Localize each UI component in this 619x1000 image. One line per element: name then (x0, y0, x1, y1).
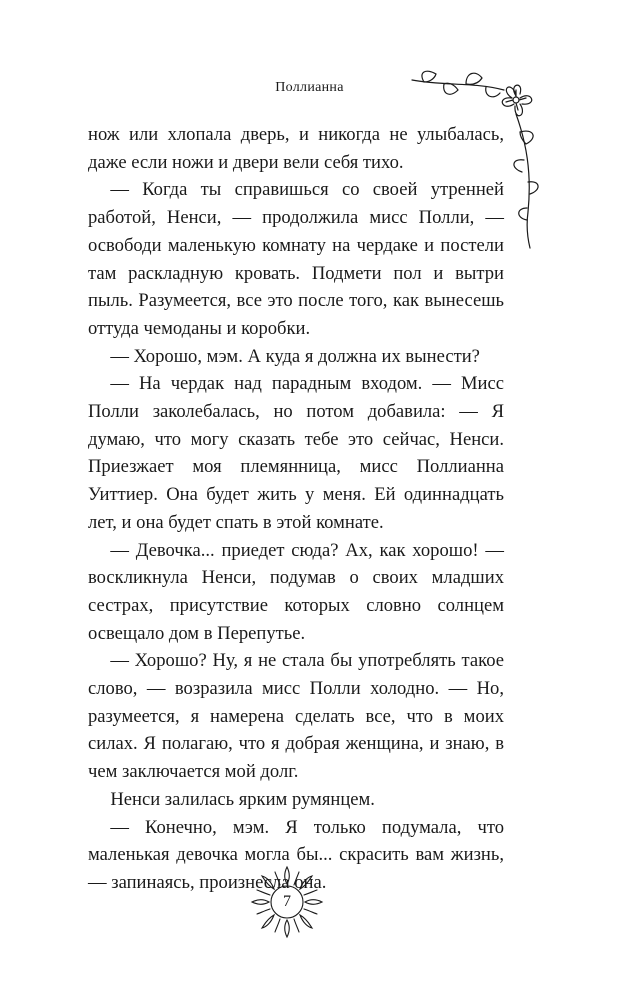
paragraph: — Когда ты справишься со своей утренней работой, Ненси, — продолжила мисс Полли, — освободи маленькую комнату на чердаке и постели там раскладную кровать. Подмети пол и вытри пыль. Разумеется, все это после того, как вынесешь оттуда чемоданы и коробки. (88, 179, 504, 339)
paragraph: — Хорошо? Ну, я не стала бы употреблять такое слово, — возразила мисс Полли холодно. — Но, разумеется, я намерена сделать все, что в моих силах. Я полагаю, что я добрая женщина, и знаю, в чем заключается мой долг. (88, 650, 504, 783)
paragraph: — Хорошо, мэм. А куда я должна их вынести? (110, 345, 480, 367)
page-number: 7 (283, 893, 291, 910)
paragraph: Ненси залилась ярким румянцем. (110, 788, 375, 810)
running-title: Поллианна (275, 80, 344, 95)
paragraph: — Девочка... приедет сюда? Ах, как хорошо! — воскликнула Ненси, подумав о своих младших сестрах, присутствие которых словно солнцем освещало дом в Перепутье. (88, 539, 504, 644)
body-text (88, 121, 504, 897)
paragraph: — Конечно, мэм. Я только подумала, что маленькая девочка могла бы... скрасить вам жизнь, — запинаясь, произнесла она. (88, 816, 504, 893)
paragraph: — На чердак над парадным входом. — Мисс Полли заколебалась, но потом добавила: — Я думаю, что могу сказать тебе это сейчас, Ненси. Приезжает моя племянница, мисс Поллианна Уиттиер. Она будет жить у меня. Ей одиннадцать лет, и она будет спать в этой комнате. (88, 373, 504, 533)
paragraph: нож или хлопала дверь, и никогда не улыбалась, даже если ножи и двери вели себя тихо. (88, 124, 504, 173)
